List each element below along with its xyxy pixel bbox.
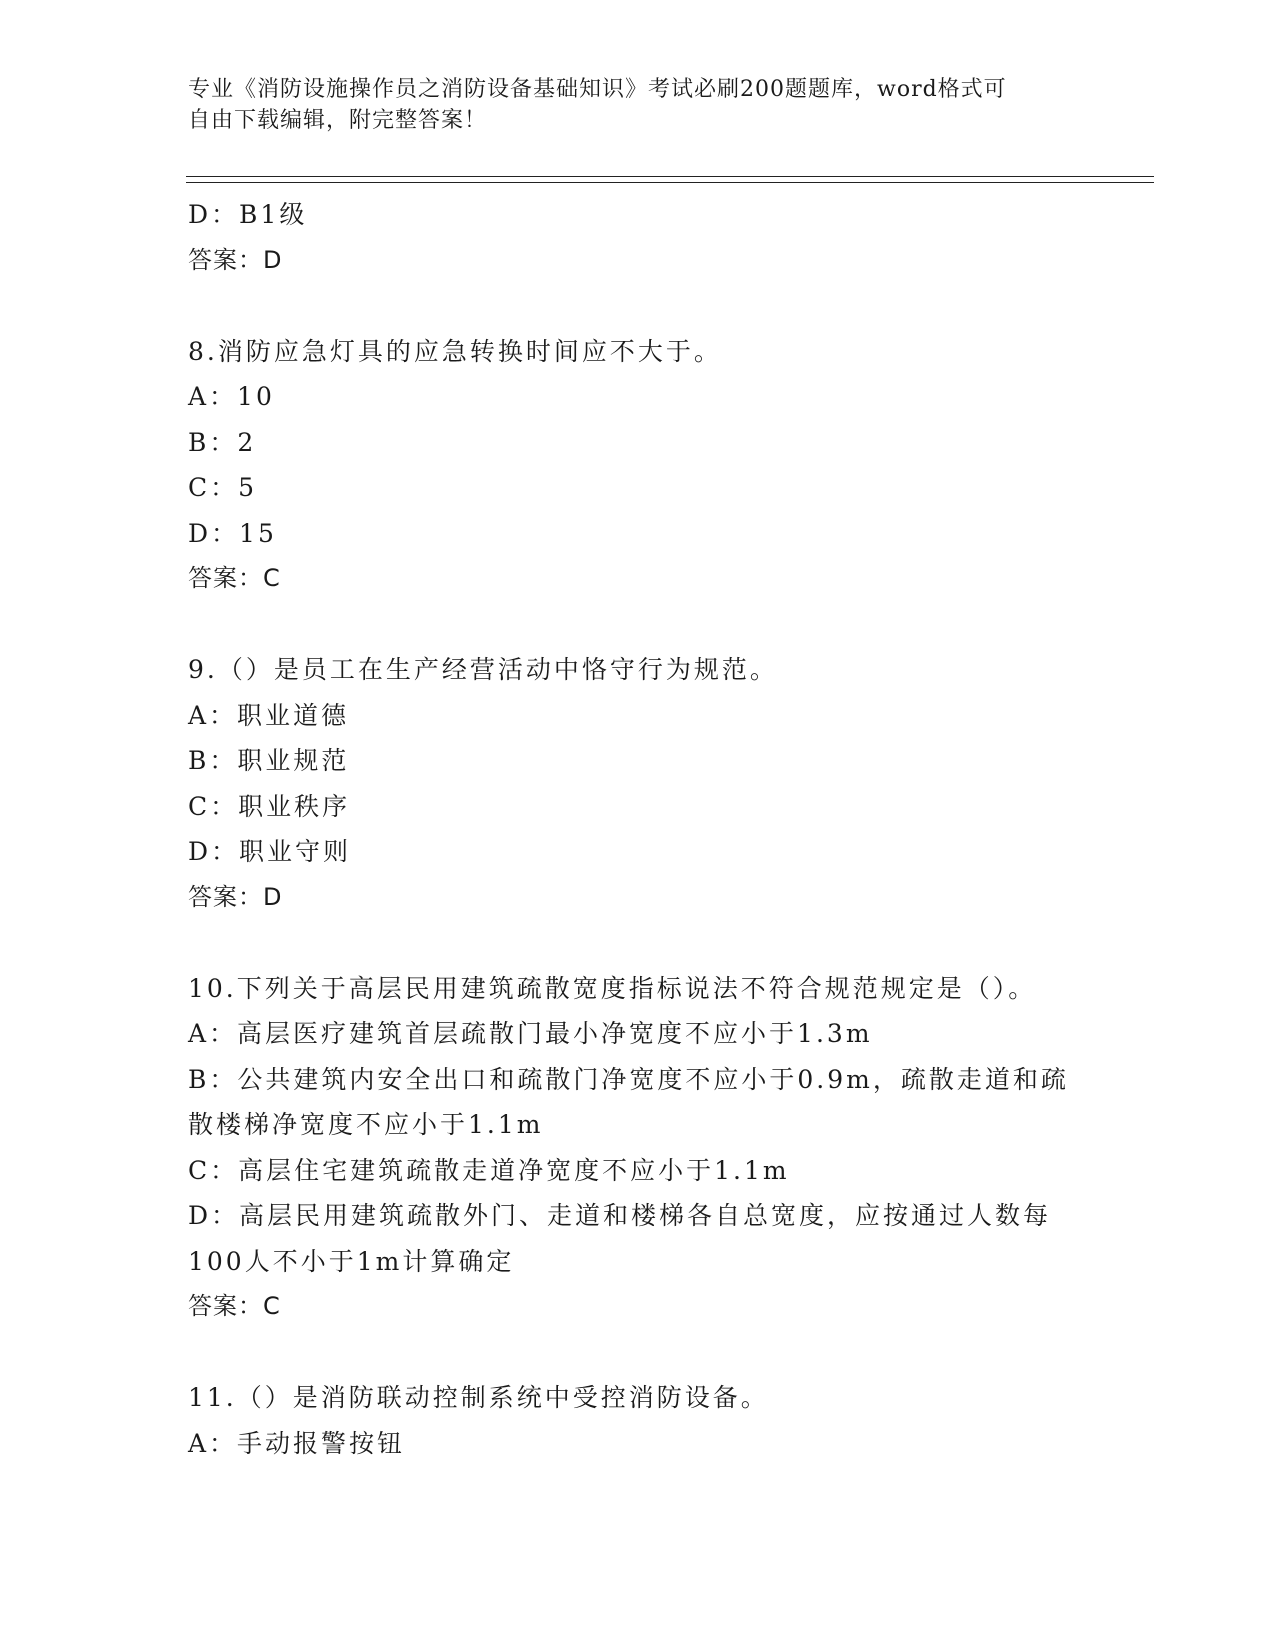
q10-option-c: C：高层住宅建筑疏散走道净宽度不应小于1.1m [188, 1155, 790, 1185]
header-divider-top [186, 176, 1154, 177]
q9-question: 9.（）是员工在生产经营活动中恪守行为规范。 [188, 655, 778, 684]
q11-question: 11.（）是消防联动控制系统中受控消防设备。 [188, 1383, 769, 1412]
q11-option-a: A：手动报警按钮 [188, 1428, 406, 1458]
q10-option-a: A：高层医疗建筑首层疏散门最小净宽度不应小于1.3m [188, 1019, 873, 1048]
q9-option-c: C：职业秩序 [188, 791, 351, 821]
spacer [188, 920, 1088, 966]
document-header [188, 74, 1088, 136]
spacer [188, 283, 1088, 329]
q9-option-a: A：职业道德 [188, 700, 350, 730]
q9-answer: 答案：D [188, 882, 283, 911]
spacer [188, 1330, 1088, 1376]
q8-option-b: B：2 [188, 427, 257, 457]
q9-option-d: D：职业守则 [188, 837, 352, 866]
q9-option-b: B：职业规范 [188, 746, 350, 775]
prev-answer: 答案：D [188, 245, 283, 274]
q10-option-d-line-2: 100人不小于1m计算确定 [188, 1246, 515, 1276]
q10-answer: 答案：C [188, 1292, 281, 1320]
q10-option-b-line-2: 散楼梯净宽度不应小于1.1m [188, 1110, 544, 1139]
q8-answer: 答案：C [188, 564, 281, 592]
q10-question: 10.下列关于高层民用建筑疏散宽度指标说法不符合规范规定是（）。 [188, 973, 1037, 1003]
header-line-1: 专业《消防设施操作员之消防设备基础知识》考试必刷200题题库，word格式可 [188, 77, 1007, 102]
q8-question: 8.消防应急灯具的应急转换时间应不大于。 [188, 336, 722, 366]
header-divider-bottom [186, 182, 1154, 183]
q8-option-c: C：5 [188, 473, 258, 502]
q8-option-d: D：15 [188, 518, 277, 548]
question-list [188, 192, 1088, 1466]
q8-option-a: A：10 [188, 382, 275, 411]
q10-option-d-line-1: D：高层民用建筑疏散外门、走道和楼梯各自总宽度，应按通过人数每 [188, 1201, 1052, 1230]
q10-option-b-line-1: B：公共建筑内安全出口和疏散门净宽度不应小于0.9m，疏散走道和疏 [188, 1064, 1069, 1094]
header-line-2: 自由下载编辑，附完整答案！ [188, 108, 488, 133]
spacer [188, 602, 1088, 648]
prev-option-d: D：B1级 [188, 200, 308, 229]
